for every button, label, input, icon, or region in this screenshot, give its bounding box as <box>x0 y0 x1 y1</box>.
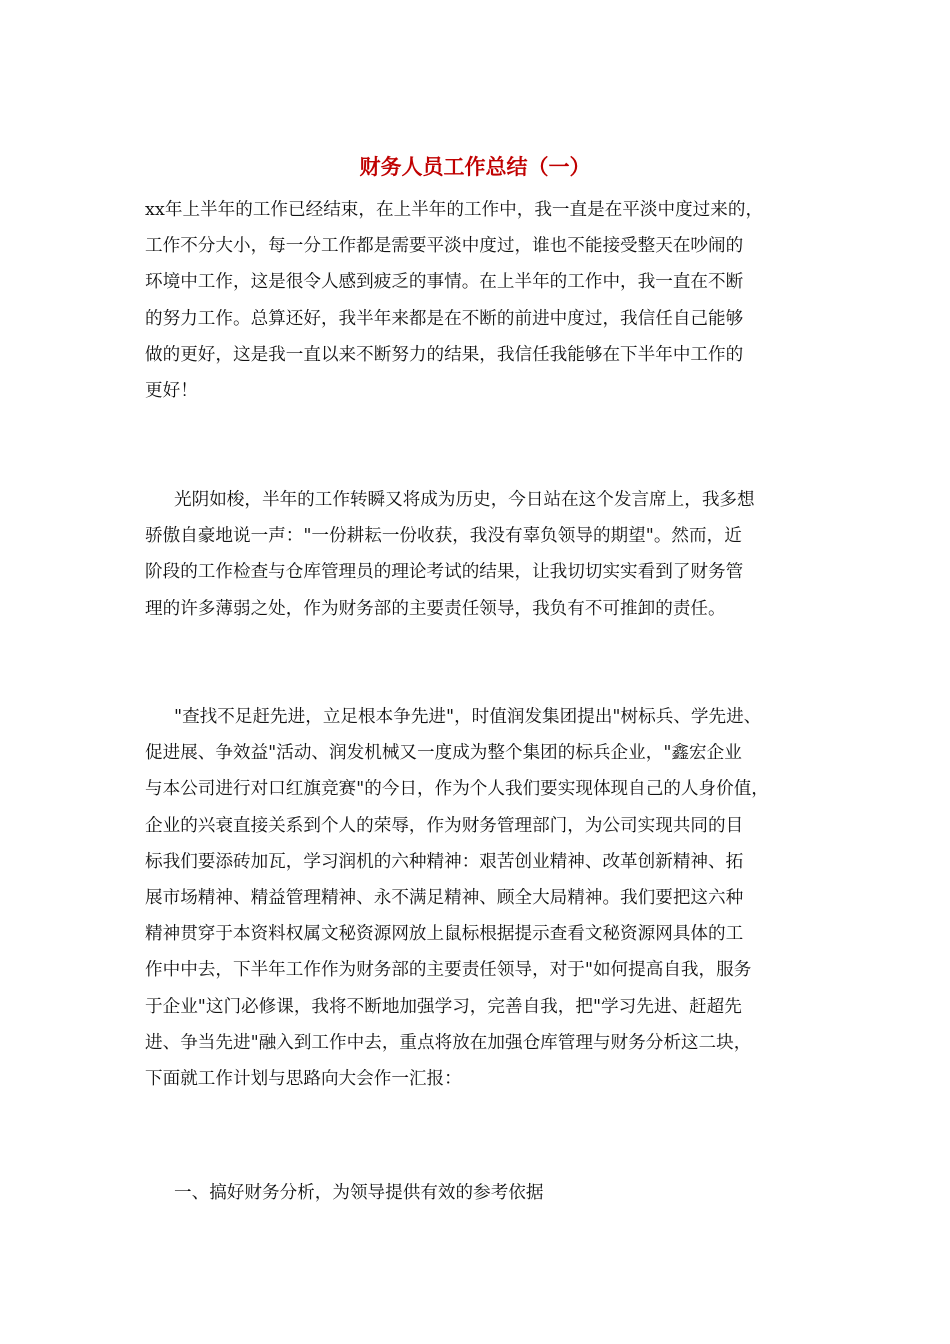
paragraph-line: 的努力工作。总算还好，我半年来都是在不断的前进中度过，我信任自己能够 <box>145 308 744 329</box>
document-title: 财务人员工作总结（一） <box>359 154 591 179</box>
paragraph-line: 一、搞好财务分析，为领导提供有效的参考依据 <box>174 1183 544 1203</box>
paragraph-line: 骄傲自豪地说一声："一份耕耘一份收获，我没有辜负领导的期望"。然而，近 <box>145 526 742 547</box>
paragraph-line: 阶段的工作检查与仓库管理员的理论考试的结果，让我切切实实看到了财务管 <box>145 562 744 583</box>
paragraph-1 <box>145 192 815 409</box>
paragraph-line: 更好！ <box>145 380 198 401</box>
paragraph-line: 做的更好，这是我一直以来不断努力的结果，我信任我能够在下半年中工作的 <box>145 344 744 365</box>
paragraph-line: xx年上半年的工作已经结束，在上半年的工作中，我一直是在平淡中度过来的， <box>145 200 764 220</box>
paragraph-line: 展市场精神、精益管理精神、永不满足精神、顾全大局精神。我们要把这六种 <box>145 887 744 908</box>
paragraph-line: 工作不分大小，每一分工作都是需要平淡中度过，谁也不能接受整天在吵闹的 <box>145 236 744 257</box>
paragraph-line: 下面就工作计划与思路向大会作一汇报： <box>145 1068 462 1089</box>
paragraph-line: 作中中去，下半年工作作为财务部的主要责任领导，对于"如何提高自我，服务 <box>145 960 752 981</box>
paragraph-2 <box>145 482 815 627</box>
paragraph-line: 精神贯穿于本资料权属文秘资源网放上鼠标根据提示查看文秘资源网具体的工 <box>145 924 744 945</box>
paragraph-line: 光阴如梭，半年的工作转瞬又将成为历史，今日站在这个发言席上，我多想 <box>174 490 755 510</box>
paragraph-3 <box>145 699 815 1097</box>
paragraph-line: 于企业"这门必修课，我将不断地加强学习，完善自我，把"学习先进、赶超先 <box>145 996 742 1017</box>
section-heading-1 <box>145 1175 815 1211</box>
paragraph-line: 促进展、争效益"活动、润发机械又一度成为整个集团的标兵企业，"鑫宏企业 <box>145 743 742 764</box>
paragraph-line: 标我们要添砖加瓦，学习润机的六种精神：艰苦创业精神、改革创新精神、拓 <box>145 851 744 872</box>
paragraph-line: 与本公司进行对口红旗竞赛"的今日，作为个人我们要实现体现自己的人身价值， <box>145 779 769 800</box>
paragraph-line: "查找不足赶先进，立足根本争先进"，时值润发集团提出"树标兵、学先进、 <box>174 707 762 727</box>
paragraph-line: 理的许多薄弱之处，作为财务部的主要责任领导，我负有不可推卸的责任。 <box>145 598 726 619</box>
paragraph-line: 环境中工作，这是很令人感到疲乏的事情。在上半年的工作中，我一直在不断 <box>145 272 744 293</box>
paragraph-line: 企业的兴衰直接关系到个人的荣辱，作为财务管理部门，为公司实现共同的目 <box>145 815 744 836</box>
paragraph-line: 进、争当先进"融入到工作中去，重点将放在加强仓库管理与财务分析这二块， <box>145 1032 752 1053</box>
